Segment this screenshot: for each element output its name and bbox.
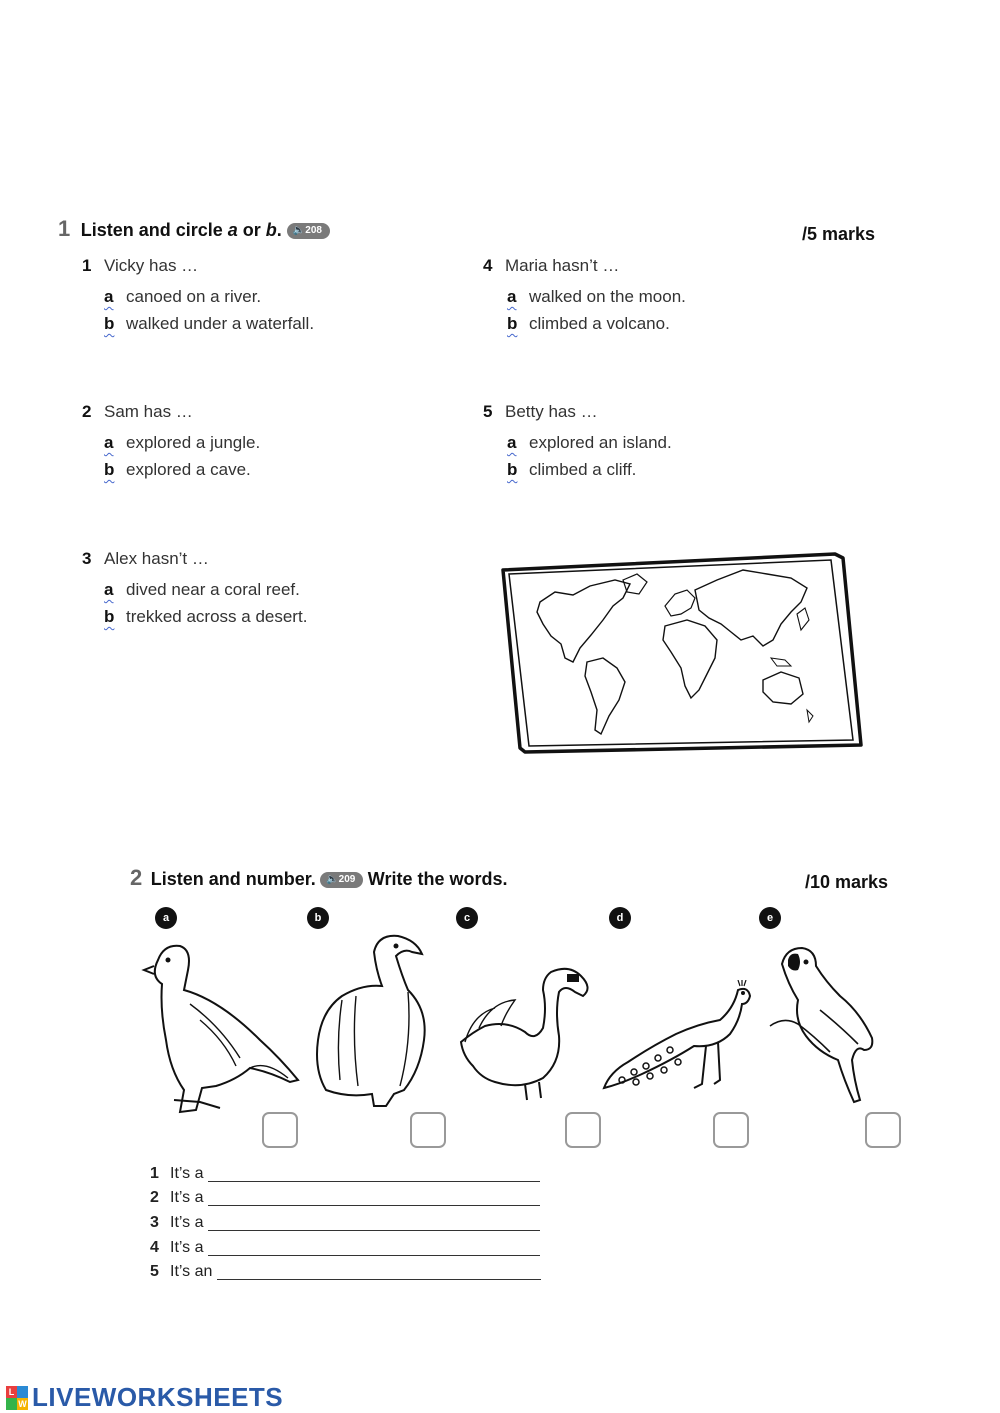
section-2-number: 2: [130, 865, 143, 890]
answer-input-3[interactable]: [208, 1216, 540, 1231]
world-map-icon: [495, 540, 870, 758]
option-letter: b: [507, 314, 518, 333]
question-stem: Maria hasn’t …: [505, 256, 620, 275]
swan-icon: [455, 962, 603, 1102]
section-1-header: [58, 216, 330, 242]
answer-input-5[interactable]: [217, 1265, 541, 1280]
option-text: dived near a coral reef.: [126, 580, 300, 599]
logo-block: [6, 1398, 17, 1410]
answer-box-d[interactable]: [713, 1112, 749, 1148]
question-number: 3: [82, 549, 92, 568]
line-prompt: It’s an: [170, 1263, 213, 1280]
parrot-icon: [768, 940, 880, 1105]
question-2-option-a[interactable]: [104, 433, 260, 453]
option-text: explored an island.: [529, 433, 672, 452]
option-letter: a: [507, 287, 517, 306]
answer-box-b[interactable]: [410, 1112, 446, 1148]
logo-block: L: [6, 1386, 17, 1398]
question-3: [82, 549, 209, 569]
option-letter: a: [104, 580, 114, 599]
question-stem: Vicky has …: [104, 256, 199, 275]
section-1-marks: /5 marks: [802, 224, 876, 244]
option-text: walked on the moon.: [529, 287, 686, 306]
picture-letter-c: c: [456, 907, 478, 929]
question-4-option-b[interactable]: [507, 314, 670, 334]
answer-input-4[interactable]: [208, 1241, 540, 1256]
peacock-icon: [602, 980, 757, 1095]
line-prompt: It’s a: [170, 1165, 204, 1182]
title-b: b: [265, 220, 277, 240]
liveworksheets-logo-icon: [6, 1386, 28, 1410]
option-text: walked under a waterfall.: [126, 314, 315, 333]
title-text: or: [237, 220, 266, 240]
option-text: canoed on a river.: [126, 287, 262, 306]
question-5-option-a[interactable]: [507, 433, 672, 453]
line-number: 4: [150, 1239, 159, 1256]
question-stem: Betty has …: [505, 402, 598, 421]
picture-letter-a: a: [155, 907, 177, 929]
question-1-option-b[interactable]: [104, 314, 314, 334]
question-number: 4: [483, 256, 493, 275]
question-5: [483, 402, 598, 422]
line-prompt: It’s a: [170, 1189, 204, 1206]
question-number: 5: [483, 402, 493, 421]
question-stem: Sam has …: [104, 402, 193, 421]
line-number: 3: [150, 1214, 159, 1231]
option-text: explored a cave.: [126, 460, 251, 479]
section-2-title-part-1: Listen and number.: [150, 869, 316, 889]
question-3-option-b[interactable]: [104, 607, 307, 627]
write-line-2: [150, 1189, 540, 1207]
line-number: 2: [150, 1189, 159, 1206]
audio-badge-209[interactable]: [320, 872, 363, 888]
write-line-5: [150, 1263, 541, 1281]
option-text: explored a jungle.: [126, 433, 261, 452]
answer-box-c[interactable]: [565, 1112, 601, 1148]
option-letter: a: [104, 287, 114, 306]
speaker-icon: 🔈: [292, 225, 306, 236]
question-3-option-a[interactable]: [104, 580, 300, 600]
picture-letter-e: e: [759, 907, 781, 929]
question-number: 2: [82, 402, 92, 421]
question-1-option-a[interactable]: [104, 287, 261, 307]
section-2-marks: /10 marks: [805, 872, 889, 892]
logo-block: W: [18, 1398, 27, 1409]
option-letter: a: [507, 433, 517, 452]
answer-box-e[interactable]: [865, 1112, 901, 1148]
line-prompt: It’s a: [170, 1239, 204, 1256]
answer-input-1[interactable]: [208, 1167, 540, 1182]
vulture-icon: [312, 930, 432, 1110]
option-text: climbed a cliff.: [529, 460, 637, 479]
title-text: .: [276, 220, 282, 240]
question-number: 1: [82, 256, 92, 275]
write-line-1: [150, 1165, 540, 1183]
title-a: a: [227, 220, 238, 240]
logo-block: [17, 1386, 28, 1398]
option-letter: b: [507, 460, 518, 479]
eagle-icon: [140, 940, 305, 1115]
answer-input-2[interactable]: [208, 1191, 540, 1206]
option-letter: a: [104, 433, 114, 452]
brand-name: LIVEWORKSHEETS: [32, 1382, 284, 1412]
footer-logo: [6, 1382, 283, 1413]
picture-letter-b: b: [307, 907, 329, 929]
audio-track-number: 209: [338, 874, 356, 885]
line-number: 1: [150, 1165, 159, 1182]
option-letter: b: [104, 607, 115, 626]
question-4: [483, 256, 619, 276]
section-1-title: [81, 220, 287, 240]
picture-letter-d: d: [609, 907, 631, 929]
question-2-option-b[interactable]: [104, 460, 251, 480]
option-text: trekked across a desert.: [126, 607, 308, 626]
line-number: 5: [150, 1263, 159, 1280]
title-text: Listen and circle: [80, 220, 228, 240]
speaker-icon: 🔈: [326, 874, 339, 885]
question-5-option-b[interactable]: [507, 460, 636, 480]
write-line-3: [150, 1214, 540, 1232]
question-4-option-a[interactable]: [507, 287, 686, 307]
option-letter: b: [104, 460, 115, 479]
section-1-number: 1: [58, 216, 71, 241]
section-2-title-part-2: Write the words.: [367, 869, 508, 889]
option-text: climbed a volcano.: [529, 314, 670, 333]
question-2: [82, 402, 193, 422]
question-1: [82, 256, 198, 276]
option-letter: b: [104, 314, 115, 333]
audio-badge-208[interactable]: [287, 223, 330, 239]
section-2-header: [130, 865, 507, 891]
audio-track-number: 208: [305, 225, 322, 236]
answer-box-a[interactable]: [262, 1112, 298, 1148]
write-line-4: [150, 1239, 540, 1257]
question-stem: Alex hasn’t …: [104, 549, 209, 568]
line-prompt: It’s a: [170, 1214, 204, 1231]
